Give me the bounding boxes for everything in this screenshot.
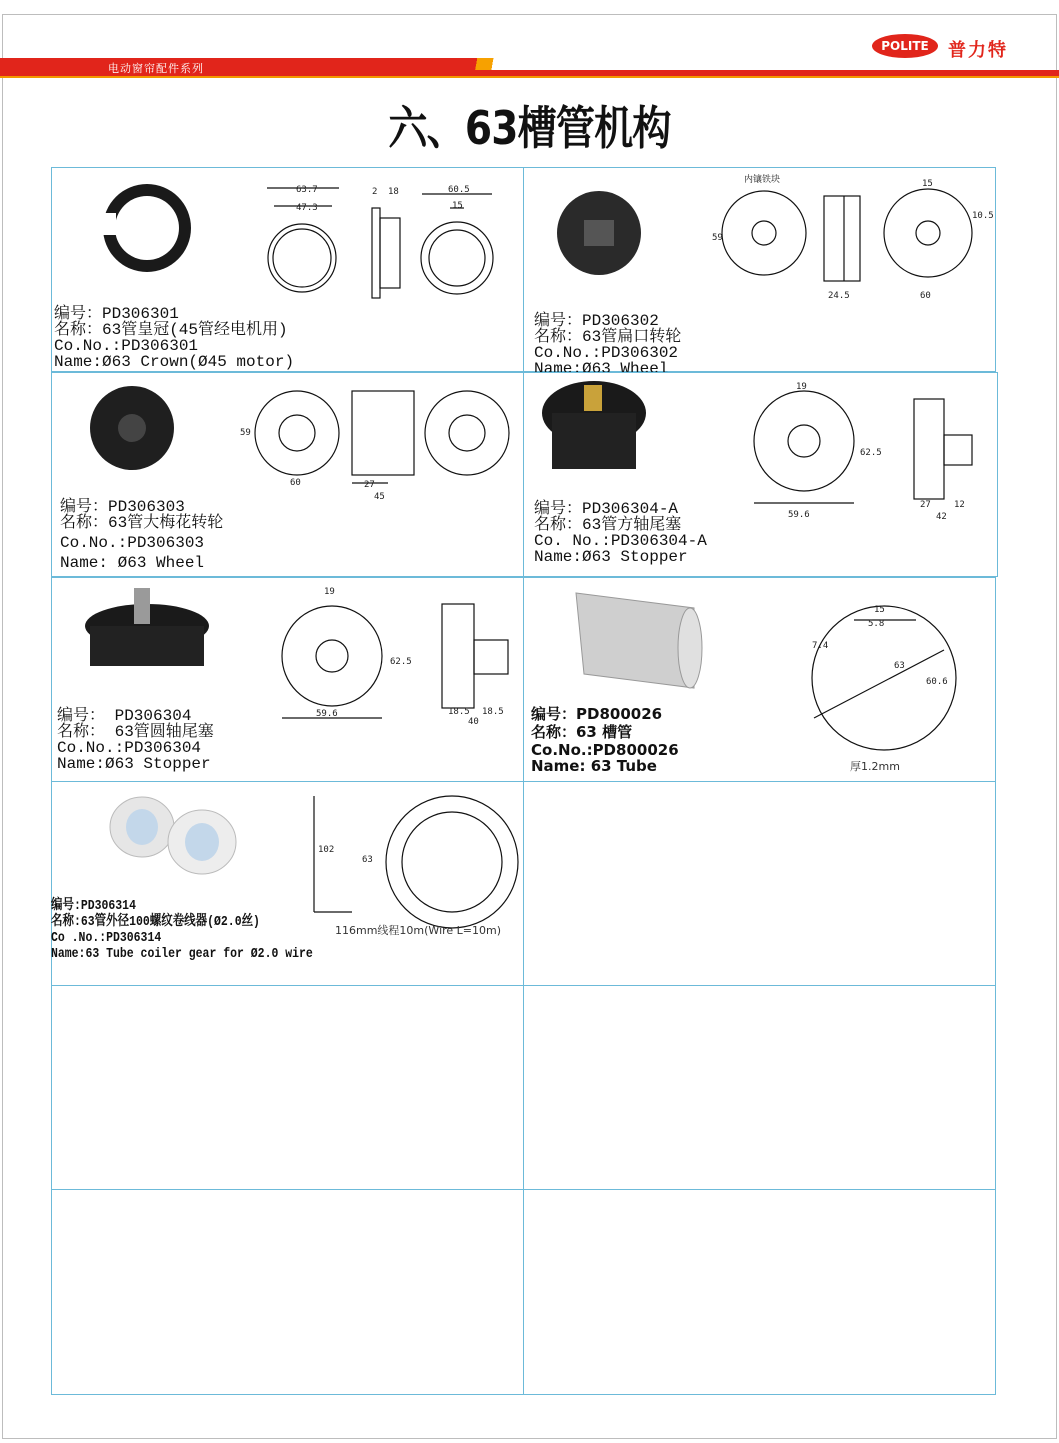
- empty-cell: [51, 1189, 524, 1395]
- product-cell-pd306301: [51, 167, 524, 372]
- dim-label: 7.4: [812, 641, 829, 651]
- dim-label: 59.6: [316, 709, 338, 719]
- dim-label: 5.8: [868, 619, 885, 629]
- brand-name: 普力特: [948, 40, 1008, 61]
- product-cell-pd306314: [51, 781, 524, 986]
- wheel-photo: [557, 191, 641, 275]
- dim-label: 内镶铁块: [744, 175, 781, 185]
- product-cell-pd800026: [523, 577, 996, 782]
- dim-label: 2: [372, 187, 378, 197]
- empty-cell: [523, 1189, 996, 1395]
- product-cell-pd306304: [51, 577, 524, 782]
- product-text: 编号：PD306301 名称：63管皇冠(45管经电机用) Co.No.:PD306301 Name:Ø63 Crown(Ø45 motor): [54, 305, 295, 371]
- catalog-grid: [51, 167, 996, 1395]
- dim-label: 27: [364, 480, 375, 490]
- product-text: 编号：PD306303 名称：63管大梅花转轮 Co.No.:PD306303 Name: Ø63 Wheel: [60, 498, 224, 572]
- dim-label: 60.6: [926, 677, 948, 687]
- dim-label: 42: [936, 512, 947, 522]
- brand-logo: POLITE: [872, 34, 938, 58]
- tube-photo: [576, 593, 702, 688]
- page-title: 六、63槽管机构: [388, 101, 671, 155]
- dim-label: 60: [920, 291, 931, 301]
- product-text: 编号：PD306302 名称：63管扁口转轮 Co.No.:PD306302 Name:Ø63 Wheel: [534, 312, 682, 378]
- header-band-slant: [380, 58, 540, 70]
- wheel-photo: [90, 386, 174, 470]
- dim-label: 63.7: [296, 185, 318, 195]
- dim-label: 59: [712, 233, 723, 243]
- dim-label: 60: [290, 478, 301, 488]
- dim-label: 24.5: [828, 291, 850, 301]
- product-cell-pd306302: [523, 167, 996, 378]
- stopper-photo: [542, 381, 646, 469]
- product-cell-pd306304a: [523, 372, 998, 577]
- series-label: 电动窗帘配件系列: [108, 62, 204, 75]
- product-text: 编号： PD306304 名称： 63管圆轴尾塞 Co.No.:PD306304 Name:Ø63 Stopper: [57, 707, 214, 773]
- dim-label: 62.5: [860, 448, 882, 458]
- dim-label: 18: [388, 187, 399, 197]
- dim-label: 19: [796, 382, 807, 392]
- dim-label: 60.5: [448, 185, 470, 195]
- dim-label: 59.6: [788, 510, 810, 520]
- dim-label: 62.5: [390, 657, 412, 667]
- dim-label: 63: [362, 855, 373, 865]
- dim-label: 45: [374, 492, 385, 502]
- dim-label: 27: [920, 500, 931, 510]
- empty-cell: [523, 985, 996, 1190]
- thickness-note: 厚1.2mm: [850, 760, 900, 773]
- dim-label: 102: [318, 845, 335, 855]
- dim-label: 18.5: [482, 707, 504, 717]
- dim-label: 15: [452, 201, 463, 211]
- dim-label: 10.5: [972, 211, 994, 221]
- product-text: 编号：PD306304-A 名称：63管方轴尾塞 Co. No.:PD306304-A Name:Ø63 Stopper: [534, 500, 707, 566]
- coiler-photo: [110, 797, 236, 874]
- wire-note: 116mm线程10m(Wire L=10m): [335, 924, 502, 937]
- dim-label: 18.5: [448, 707, 470, 717]
- empty-cell: [523, 781, 996, 986]
- product-text: 编号:PD306314 名称:63管外径100螺纹卷线器(Ø2.0丝) Co .No.:PD306314 Name:63 Tube coiler gear for Ø2.0 wire: [51, 898, 313, 962]
- dim-label: 12: [954, 500, 965, 510]
- product-cell-pd306303: [51, 372, 524, 577]
- stopper-photo: [85, 588, 209, 666]
- dim-label: 15: [874, 605, 885, 615]
- dim-label: 59: [240, 428, 251, 438]
- dim-label: 19: [324, 587, 335, 597]
- dim-label: 63: [894, 661, 905, 671]
- empty-cell: [51, 985, 524, 1190]
- crown-photo: [102, 184, 191, 272]
- dim-label: 47.3: [296, 203, 318, 213]
- dim-label: 15: [922, 179, 933, 189]
- product-text: 编号：PD800026 名称：63 槽管 Co.No.:PD800026 Name: 63 Tube: [531, 705, 679, 775]
- header-stripe: [0, 76, 1059, 78]
- dim-label: 40: [468, 717, 479, 727]
